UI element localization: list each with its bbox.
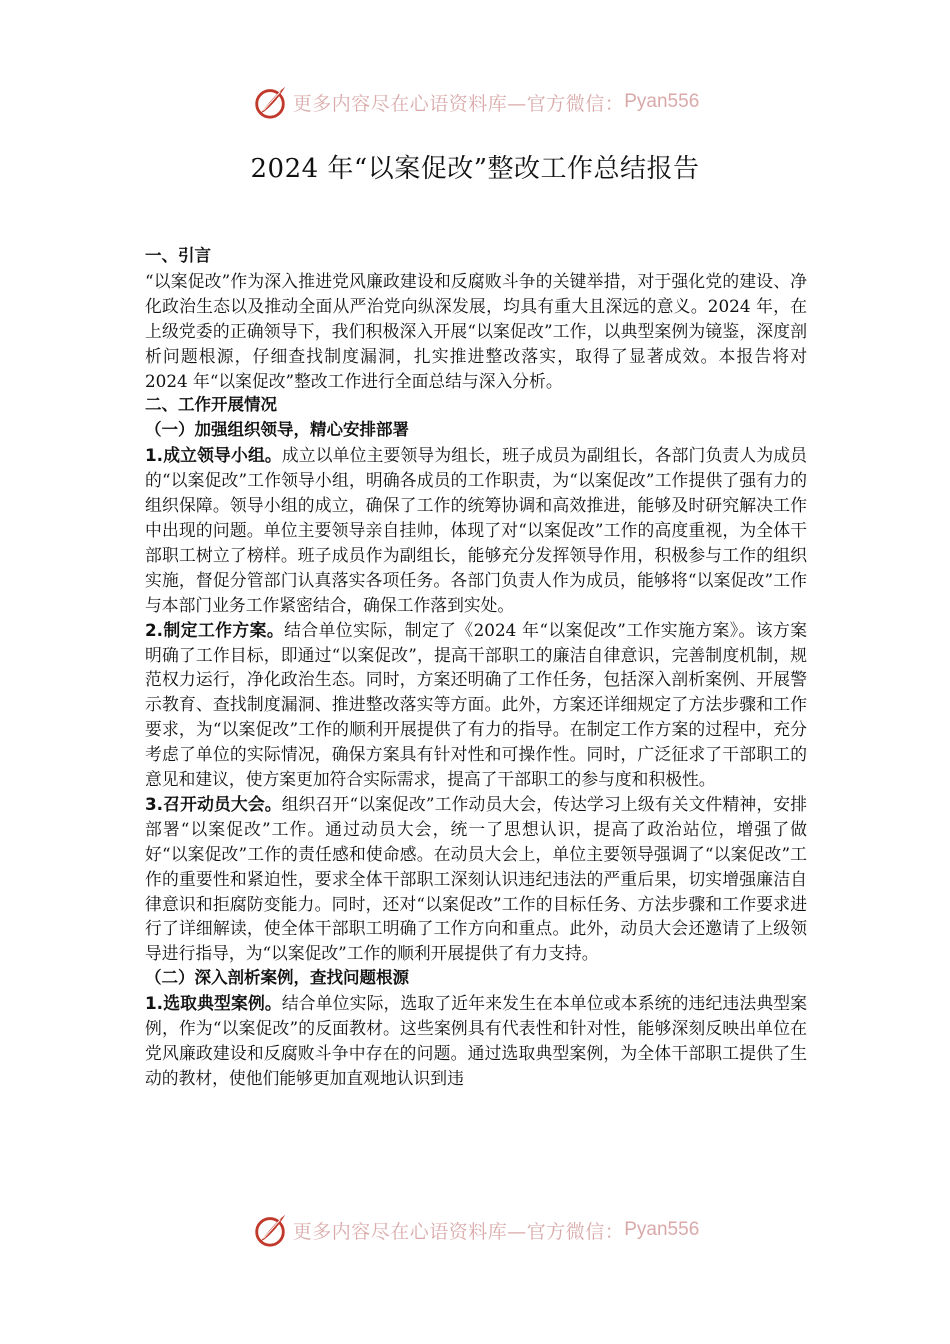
banner-content [251,83,700,121]
intro-paragraph: “以案促改”作为深入推进党风廉政建设和反腐败斗争的关键举措，对于强化党的建设、净化政治生态以及推动全面从严治党向纵深发展，均具有重大且深远的意义。2024 年，在上级党委的正确领导下，我们积极深入开展“以案促改”工作，以典型案例为镜鉴，深度剖析问题根源，仔细查找制度漏洞，扎实推进整改落实，取得了显著成效。本报告将对 2024 年“以案促改”整改工作进行全面总结与深入分析。 [145,270,807,391]
feather-circle-logo-icon [251,1211,289,1249]
header-watermark-banner [0,82,950,122]
document-title: 2024 年“以案促改”整改工作总结报告 [250,154,700,184]
paragraph-leading-group [145,443,807,617]
paragraph-lead: 2.制定工作方案。 [145,619,285,640]
paragraph-lead: 3.召开动员大会。 [145,793,282,814]
banner-text: 更多内容尽在心语资料库—官方微信： [292,1220,625,1243]
banner-text: 更多内容尽在心语资料库—官方微信： [292,92,625,115]
paragraph-work-plan [145,618,807,792]
section-heading-work: 二、工作开展情况 [145,395,277,415]
paragraph-text: 组织召开“以案促改”工作动员大会，传达学习上级有关文件精神，安排部署“以案促改”工作。通过动员大会，统一了思想认识，提高了政治站位，增强了做好“以案促改”工作的责任感和使命感。在动员大会上，单位主要领导强调了“以案促改”工作的重要性和紧迫性，要求全体干部职工深刻认识违纪违法的严重后果，切实增强廉洁自律意识和拒腐防变能力。同时，还对“以案促改”工作的目标任务、方法步骤和工作要求进行了详细解读，使全体干部职工明确了工作方向和重点。此外，动员大会还邀请了上级领导进行指导，为“以案促改”工作的顺利开展提供了有力支持。 [145,793,807,964]
paragraph-lead: 1.选取典型案例。 [145,993,282,1014]
paragraph-text: 成立以单位主要领导为组长，班子成员为副组长，各部门负责人为成员的“以案促改”工作领导小组，明确各成员的工作职责，为“以案促改”工作提供了强有力的组织保障。领导小组的成立，确保了工作的统筹协调和高效推进，能够及时研究解决工作中出现的问题。单位主要领导亲自挂帅，体现了对“以案促改”工作的高度重视，为全体干部职工树立了榜样。班子成员作为副组长，能够充分发挥领导作用，积极参与工作的组织实施，督促分管部门认真落实各项任务。各部门负责人作为成员，能够将“以案促改”工作与本部门业务工作紧密结合，确保工作落到实处。 [145,445,807,615]
paragraph-mobilization [145,792,807,966]
document-body [145,244,807,1091]
feather-circle-logo-icon [251,83,289,121]
banner-wechat-id: Pyan556 [624,91,700,112]
paragraph-text: 结合单位实际，选取了近年来发生在本单位或本系统的违纪违法典型案例，作为“以案促改”的反面教材。这些案例具有代表性和针对性，能够深刻反映出单位在党风廉政建设和反腐败斗争中存在的问题。通过选取典型案例，为全体干部职工提供了生动的教材，使他们能够更加直观地认识到违 [145,993,807,1088]
banner-content [251,1211,700,1249]
paragraph-typical-cases [145,991,807,1091]
subsection-heading-case-analysis: （二）深入剖析案例，查找问题根源 [145,968,409,988]
footer-watermark-banner [0,1210,950,1250]
paragraph-text: 结合单位实际，制定了《2024 年“以案促改”工作实施方案》。该方案明确了工作目标，即通过“以案促改”，提高干部职工的廉洁自律意识，完善制度机制，规范权力运行，净化政治生态。同时，方案还明确了工作任务，包括深入剖析案例、开展警示教育、查找制度漏洞、推进整改落实等方面。此外，方案还详细规定了方法步骤和工作要求，为“以案促改”工作的顺利开展提供了有力的指导。在制定工作方案的过程中，充分考虑了单位的实际情况，确保方案具有针对性和可操作性。同时，广泛征求了干部职工的意见和建议，使方案更加符合实际需求，提高了干部职工的参与度和积极性。 [145,619,807,790]
banner-wechat-id: Pyan556 [624,1219,700,1240]
section-heading-intro: 一、引言 [145,246,211,265]
paragraph-lead: 1.成立领导小组。 [145,445,282,466]
subsection-heading-organization: （一）加强组织领导，精心安排部署 [145,420,409,440]
